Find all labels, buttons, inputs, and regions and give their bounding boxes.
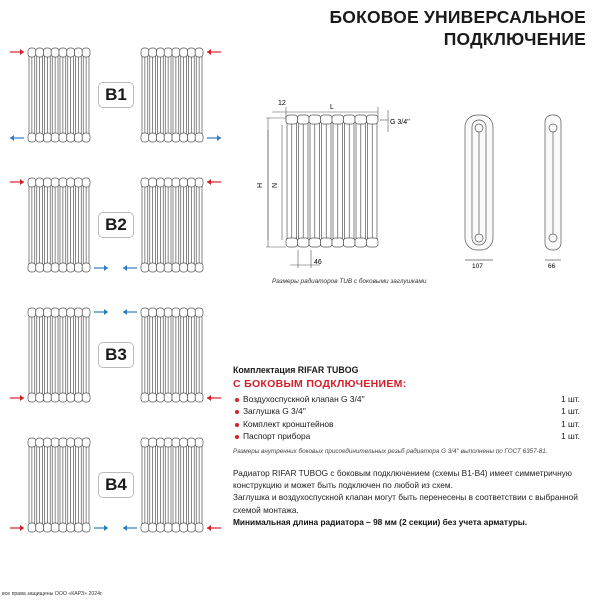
return-arrow-icon bbox=[123, 525, 137, 531]
radiator-front bbox=[286, 115, 378, 247]
scheme-label-b4: B4 bbox=[98, 472, 134, 498]
dim-66: 66 bbox=[548, 263, 556, 270]
scheme-label-b3: B3 bbox=[98, 342, 134, 368]
kit-item: Паспорт прибора 1 шт. bbox=[233, 430, 588, 442]
dim-L: L bbox=[330, 104, 334, 111]
scheme-radiator-left bbox=[28, 438, 90, 532]
return-arrow-icon bbox=[123, 309, 137, 315]
dim-107: 107 bbox=[472, 263, 483, 270]
description bbox=[233, 467, 593, 528]
supply-arrow-icon bbox=[207, 525, 221, 531]
description-p3: Минимальная длина радиатора – 98 мм (2 секции) без учета арматуры. bbox=[233, 516, 528, 527]
scheme-radiator-right bbox=[141, 308, 203, 402]
kit-item: Воздухоспускной клапан G 3/4'' 1 шт. bbox=[233, 393, 588, 405]
kit-list bbox=[233, 393, 588, 442]
supply-arrow-icon bbox=[10, 49, 24, 55]
dim-46: 46 bbox=[314, 259, 322, 266]
scheme-radiator-left bbox=[28, 178, 90, 272]
return-arrow-icon bbox=[207, 135, 221, 141]
return-arrow-icon bbox=[10, 135, 24, 141]
return-arrow-icon bbox=[123, 265, 137, 271]
return-arrow-icon bbox=[94, 265, 108, 271]
dim-N: N bbox=[272, 182, 279, 188]
kit-item: Заглушка G 3/4'' 1 шт. bbox=[233, 405, 588, 417]
scheme-radiator-right bbox=[141, 438, 203, 532]
drawing-caption: Размеры радиаторов TUB с боковыми заглушками bbox=[272, 278, 427, 285]
dim-thread: G 3/4'' bbox=[390, 119, 410, 126]
supply-arrow-icon bbox=[207, 395, 221, 401]
title-line-1: БОКОВОЕ УНИВЕРСАЛЬНОЕ bbox=[329, 7, 586, 27]
copyright: все права защищены ООО «КАРЗ» 2024г. bbox=[2, 591, 103, 597]
supply-arrow-icon bbox=[207, 49, 221, 55]
scheme-radiator-right bbox=[141, 178, 203, 272]
scheme-label-b1: B1 bbox=[98, 82, 134, 108]
radiator-side-view-107 bbox=[465, 115, 493, 260]
scheme-label-b2: B2 bbox=[98, 212, 134, 238]
supply-arrow-icon bbox=[10, 525, 24, 531]
kit-section bbox=[233, 365, 588, 455]
title-line-2: ПОДКЛЮЧЕНИЕ bbox=[443, 29, 586, 49]
radiator-side-view-66 bbox=[545, 115, 561, 260]
kit-subheading: С БОКОВЫМ ПОДКЛЮЧЕНИЕМ: bbox=[233, 378, 407, 390]
supply-arrow-icon bbox=[10, 179, 24, 185]
radiator-front-view bbox=[286, 115, 378, 247]
kit-note: Размеры внутренних боковых присоединительных резьб радиатора G 3/4'' выполнены по ГОСТ 6357-81. bbox=[233, 448, 548, 456]
kit-item: Комплект кронштейнов 1 шт. bbox=[233, 418, 588, 430]
scheme-radiator-left bbox=[28, 308, 90, 402]
description-p1: Радиатор RIFAR TUBOG с боковым подключением (схемы В1-В4) имеет симметричную конструкцию и может быть подключен по любой из схем. bbox=[233, 468, 573, 491]
dimension-drawing bbox=[250, 90, 590, 280]
scheme-radiator-left bbox=[28, 48, 90, 142]
supply-arrow-icon bbox=[207, 179, 221, 185]
supply-arrow-icon bbox=[10, 395, 24, 401]
description-p2: Заглушка и воздухоспускной клапан могут быть перенесены в соответствии с выбранной схемой монтажа. bbox=[233, 492, 578, 515]
kit-heading: Комплектация RIFAR TUBOG bbox=[233, 365, 359, 375]
dim-12: 12 bbox=[278, 100, 286, 107]
page-title bbox=[329, 6, 586, 50]
return-arrow-icon bbox=[94, 309, 108, 315]
dim-H: H bbox=[257, 182, 264, 188]
scheme-radiator-right bbox=[141, 48, 203, 142]
return-arrow-icon bbox=[94, 525, 108, 531]
